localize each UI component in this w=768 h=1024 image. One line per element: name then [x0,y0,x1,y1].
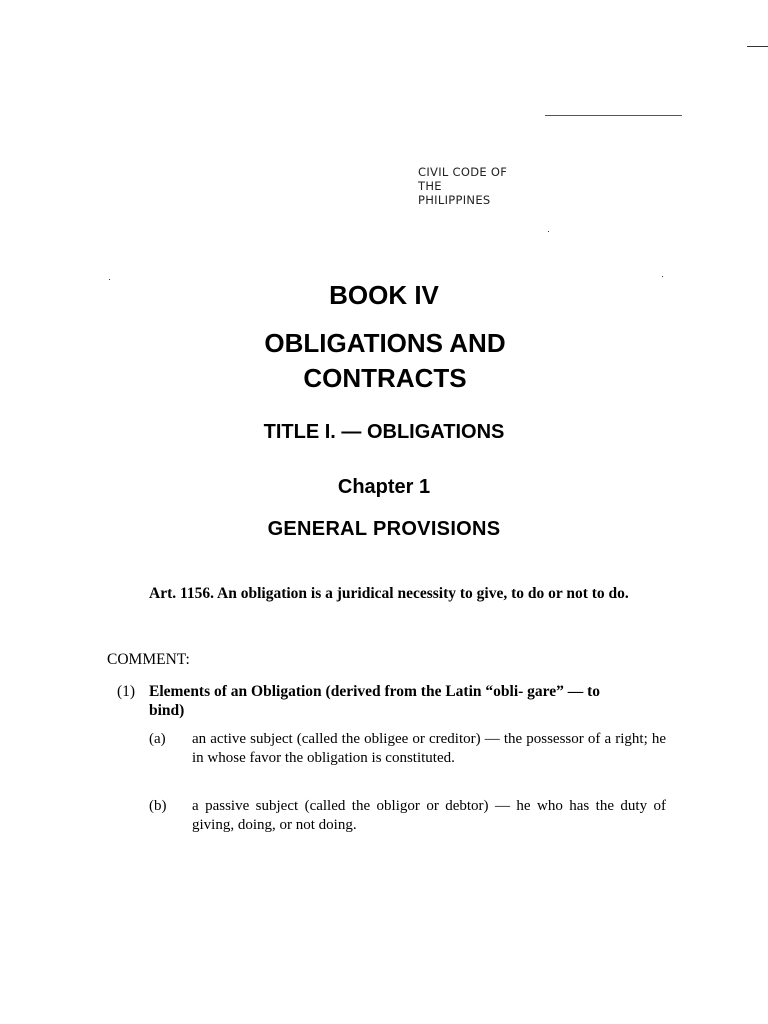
comment-item [117,682,637,720]
sub-item-label: (b) [149,798,167,814]
top-edge-rule [747,46,768,47]
chapter-heading: Chapter 1 [337,476,431,498]
book-heading: BOOK IV [329,280,439,310]
header-line: THE [418,179,442,193]
item-text: Elements of an Obligation (derived from the Latin “obli- gare” — to bind) [149,683,601,719]
section-heading: GENERAL PROVISIONS [267,518,501,540]
article-text: Art. 1156. An obligation is a juridical necessity to give, to do or not to do. [149,585,629,602]
header-line: PHILIPPINES [418,193,491,207]
stray-mark [662,276,663,277]
sub-item-a [149,730,666,768]
sub-item-text: a passive subject (called the obligor or debtor) — he who has the duty of giving, doing, or not doing. [192,798,666,833]
item-number: (1) [117,683,136,700]
header-line: CIVIL CODE OF [418,165,508,179]
title-heading: TITLE I. — OBLIGATIONS [263,421,505,443]
article-paragraph [107,584,652,604]
stray-mark [548,231,549,232]
sub-item-b [149,797,666,835]
sub-item-label: (a) [149,731,166,747]
comment-label: COMMENT: [107,651,190,668]
obligations-heading: OBLIGATIONS AND CONTRACTS [264,328,506,393]
running-header [418,165,558,207]
sub-item-text: an active subject (called the obligee or creditor) — the possessor of a right; he in whose favor the obligation is constituted. [192,731,666,766]
header-rule [545,115,682,116]
